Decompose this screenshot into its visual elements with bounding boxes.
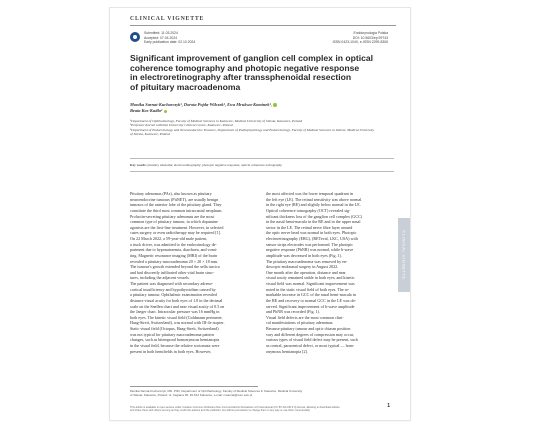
- body-text-line: the left eye (LE). The retinal sensitivity was above normal: [266, 196, 362, 202]
- body-text-line: vary and different degrees of compression may occur,: [266, 331, 354, 337]
- body-text-line: Optical coherence tomography (OCT) revealed sig-: [266, 207, 351, 213]
- body-text-line: visual field was normal. Significant improvement was: [266, 281, 355, 286]
- body-text-line: ting. Magnetic resonance imaging (MRI) of the brain: [130, 252, 218, 258]
- body-text-line: cortical insufficiency and hypothyroidism caused by: [130, 286, 216, 292]
- body-text-line: the most affected was the lower temporal quadrant in: [266, 191, 354, 196]
- body-column-left: [130, 191, 258, 354]
- body-text-line: both eyes. The kinetic visual field (Goldmann perimeter,: [130, 314, 223, 320]
- article-title: [130, 54, 392, 93]
- authors-text: Monika Sarnat-Kucharczyk¹, Dorota Pojda-Wilczek¹, Ewa Mrukwa-Kominek¹,: [130, 102, 272, 107]
- doi-link[interactable]: DOI: 10.5603/ep.99743: [352, 35, 388, 40]
- issn: ISSN 0423-104X, e-ISSN 2299-8306: [332, 40, 388, 45]
- body-text-line: sector in the LE. The retinal nerve fibre layer around: [266, 224, 353, 230]
- side-tab: [398, 218, 410, 292]
- body-text-line: doscopic endonasal surgery in August 2022.: [266, 264, 339, 270]
- affiliation-line: ²Professor Kornel Gibiński University Clinical Centre, Katowice, Poland: [130, 123, 233, 128]
- body-text-line: in the nasal hemi-macula in the RE and in the upper nasal: [266, 219, 361, 225]
- body-text-line: amplitude was decreased in both eyes (Fig. 1).: [266, 252, 343, 258]
- authors-line: [130, 108, 392, 114]
- body-text-line: Because pituitary tumour and optic chiasm position: [266, 326, 351, 331]
- body-text-line: revealed a pituitary macroadenoma 20 × 20 × 18 mm.: [130, 258, 219, 264]
- body-text-line: changes, such as bitemporal homonymous hemianopia: [130, 337, 220, 343]
- header-rule: [130, 25, 396, 26]
- license-line: and share them with others as long as they credit the authors and the publisher, but without permission to change them in any way or use them commercially.: [130, 409, 311, 413]
- body-text-line: a pituitary tumour. Ophthalmic examination revealed: [130, 292, 217, 298]
- body-text-line: nificant thickness loss of the ganglion cell complex (GCC): [266, 213, 363, 219]
- page-number: 1: [387, 403, 390, 409]
- body-text-line: cal manifestations of pituitary adenomas.: [266, 320, 334, 326]
- body-text-line: Static visual field (Octopus, Haag-Streit, Switzerland): [130, 326, 219, 331]
- body-text-line: the RE and recovery to normal GCC in the LE was ob-: [266, 297, 356, 303]
- journal-name: Endokrynologia Polska: [353, 31, 388, 35]
- body-text-line: in the visual field, because the relative scotomata were: [130, 342, 220, 348]
- affiliation-line: of Silesia, Katowice, Poland: [130, 132, 170, 137]
- body-text-line: Prolactin-secreting pituitary adenomas are the most: [130, 213, 215, 219]
- body-text-line: The tumour's growth extended beyond the sella turcica: [130, 264, 220, 270]
- body-text-line: and PhNR was recorded (Fig. 1).: [266, 309, 321, 315]
- side-tab-label: CLINICAL VIGNETTE: [401, 230, 407, 280]
- body-text-line: noted in the static visual field of both eyes. The re-: [266, 286, 350, 292]
- author-list: [130, 102, 392, 115]
- body-text-line: agonists are the first-line treatment. However, in selected: [130, 224, 224, 230]
- body-text-line: One month after the operation, distance and near: [266, 269, 346, 275]
- body-text-line: in the right eye (RE) and slightly below normal in the LE.: [266, 202, 361, 208]
- body-text-line: sensor strips electrodes was performed. The photopic: [266, 241, 354, 247]
- journal-info: [333, 31, 388, 45]
- body-text-line: Haag-Streit, Switzerland), was normal with III-4e isopter.: [130, 320, 225, 326]
- body-text-line: cases surgery or even radiotherapy may be required [1].: [130, 230, 222, 236]
- body-text-line: negative response (PhNR) was normal, while b-wave: [266, 247, 354, 253]
- early-publication-date: Early publication date: 02.10.2024: [144, 40, 196, 45]
- keywords-text: pituitary adenoma; electroretinography; photopic negative response; optical coherence tomography: [147, 163, 282, 167]
- body-text-line: common type of pituitary tumour, in which dopamine: [130, 219, 218, 225]
- body-text-line: electroretinography (ERG), (RETeval, LKC, USA) with: [266, 236, 358, 241]
- body-text-line: tures, including the adjacent vessels.: [130, 275, 190, 281]
- body-text-line: The pituitary macroadenoma was removed by en-: [266, 258, 348, 264]
- body-text-line: a truck driver, was admitted to the endocrinology de-: [130, 241, 217, 247]
- body-text-line: partment due to hyponatraemia, diarrhoea, and vomi-: [130, 247, 218, 253]
- journal-logo-icon: [130, 32, 140, 42]
- body-text-line: Pituitary adenomas (PAs), also known as pituitary: [130, 191, 212, 196]
- body-text-line: tumours of the anterior lobe of the pituitary gland. They: [130, 202, 222, 208]
- body-text-line: was not typical for pituitary macroadenoma pattern: [130, 331, 214, 337]
- orcid-icon[interactable]: [164, 110, 167, 113]
- body-text-line: as central, paracentral defect, or most typical — hom-: [266, 342, 355, 348]
- submitted-date: Submitted: 11.03.2024: [144, 31, 178, 35]
- title-line: coherence tomography and photopic negative response: [130, 62, 360, 73]
- correspondence-line: Monika Sarnat-Kucharczyk, MD, PhD, Department of Ophthalmology, Faculty of Medical Sciences in Katowice, Medical University: [130, 389, 303, 393]
- keywords-box: [130, 158, 394, 172]
- footnote-rule: [130, 386, 258, 387]
- body-text-line: distance visual acuity for both eyes of 1.0 in the decimal: [130, 297, 223, 303]
- title-line: of pituitary macroadenoma: [130, 82, 241, 93]
- authors-text: Beata Kos-Kudła²: [130, 108, 163, 114]
- body-text-line: onymous hemianopia [2].: [266, 348, 308, 354]
- title-line: in electroretinography after transsphenoidal resection: [130, 72, 352, 83]
- article-page: [110, 8, 410, 420]
- section-label: CLINICAL VIGNETTE: [130, 16, 205, 22]
- body-text-line: Visual field defects are the most common clini-: [266, 314, 344, 320]
- body-text-line: scale on the Snellen chart and near visual acuity of 0.5 on: [130, 303, 225, 309]
- keywords-label: Key words:: [130, 163, 147, 167]
- affiliation-line: ³Department of Endocrinology and Neuroendocrine Tumours, Department of Pathophysiology and Endocrinology, Faculty of Medical Sciences in Zabrze, Medical University: [130, 127, 375, 132]
- body-column-right: [266, 191, 394, 354]
- affiliations: [130, 119, 392, 137]
- body-text-line: the Jaeger chart. Intraocular pressure was 16 mmHg in: [130, 309, 220, 315]
- body-text-line: served. Significant improvement of b-wave amplitude: [266, 303, 355, 309]
- correspondence-line: of Silesia, Katowice, Poland; ul. Ceglana 35, 40-514 Katowice; e-mail: msarnat@sum.edu.pl: [130, 393, 253, 397]
- body-text-line: the optic nerve head was normal in both eyes. Photopic: [266, 230, 357, 236]
- body-text-line: present in both hemifields in both eyes. However,: [130, 348, 212, 354]
- body-text-line: and had discreetly infiltrated other vital brain struc-: [130, 269, 215, 275]
- orcid-icon[interactable]: [273, 103, 276, 106]
- accepted-date: Accepted: 07.04.2024: [144, 35, 177, 40]
- license-line: This article is available in open access under Creative Common Attribution-Non-Commercial-No Derivatives 4.0 International (CC BY-NC-ND 4.0) license, allowing to download articles: [130, 406, 340, 409]
- body-text-line: The patient was diagnosed with secondary adreno-: [130, 281, 213, 286]
- correspondence: [130, 389, 303, 397]
- submission-dates: [144, 31, 195, 45]
- body-text-line: markable increase in GCC of the nasal hemi-macula in: [266, 292, 356, 298]
- body-text-line: constitute the third most common intracranial neoplasm.: [130, 207, 223, 213]
- affiliation-line: ¹Department of Ophthalmology, Faculty of Medical Sciences in Katowice, Medical University of Silesia, Katowice, Poland: [130, 119, 303, 123]
- license-notice: [130, 406, 392, 413]
- body-text-line: visual acuity remained stable in both eyes, and kinetic: [266, 275, 355, 281]
- body-text-line: neuroendocrine tumours (PitNET), are usually benign: [130, 196, 219, 202]
- body-text-line: On 22 March 2022, a 59-year-old male patient,: [130, 236, 208, 241]
- title-line: Significant improvement of ganglion cell complex in optical: [130, 53, 374, 63]
- body-text-line: various types of visual field defect may be present, such: [266, 337, 358, 343]
